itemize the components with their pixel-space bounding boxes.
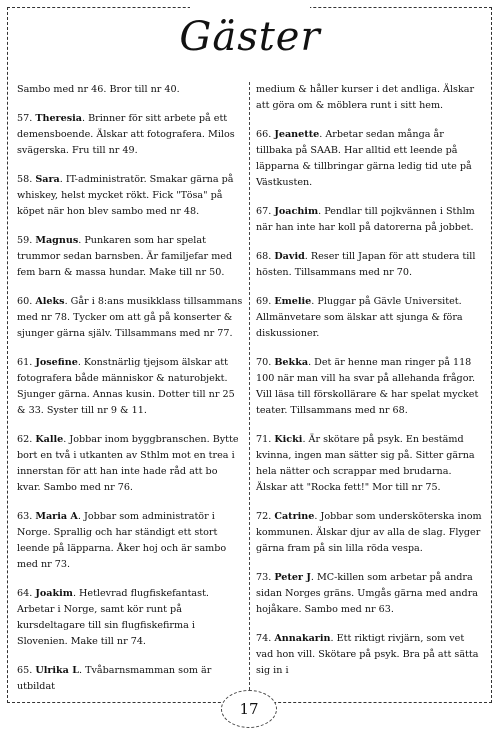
guest-description: . Punkaren som har spelat trummor sedan barnsben. Är familjefar med fem barn & massa hundar. Make till nr 50. [17, 235, 233, 278]
guest-number: 66. [256, 129, 272, 140]
guest-description: . MC-killen som arbetar på andra sidan Norges gräns. Umgås gärna med andra hojåkare. Sambo med nr 63. [256, 572, 479, 615]
guest-name: Peter J [274, 572, 311, 583]
guest-number: 69. [256, 296, 272, 307]
guest-entry [17, 509, 244, 573]
guest-name: David [274, 251, 305, 262]
guest-entry [17, 663, 244, 695]
guest-entry [17, 294, 244, 342]
guest-entry [17, 432, 244, 496]
guest-name: Joachim [274, 206, 319, 217]
guest-name: Ulrika L [35, 665, 79, 676]
guest-entry [256, 631, 483, 679]
guest-name: Bekka [274, 357, 309, 368]
guest-name: Josefine [35, 357, 78, 368]
guest-description: . Reser till Japan för att studera till hösten. Tillsammans med nr 70. [256, 251, 476, 278]
guest-number: 64. [17, 588, 33, 599]
guest-entry [17, 82, 244, 98]
guest-entry [17, 355, 244, 419]
left-column [17, 82, 244, 708]
guest-number: 63. [17, 511, 33, 522]
guest-description: . Det är henne man ringer på 118 100 när man vill ha svar på allehanda frågor. Vill läsa till förskollärare & har spelat mycket teater. Tillsammans med nr 68. [256, 357, 479, 416]
guest-name: Kalle [35, 434, 64, 445]
guest-number: 73. [256, 572, 272, 583]
guest-number: 68. [256, 251, 272, 262]
column-divider [249, 82, 250, 690]
guest-name: Theresia [35, 113, 82, 124]
guest-description: . IT-administratör. Smakar gärna på whiskey, helst mycket rökt. Fick "Tösa" på köpet när hon blev sambo med nr 48. [17, 174, 234, 217]
guest-entry [256, 570, 483, 618]
guest-description: medium & håller kurser i det andliga. Älskar att göra om & möblera runt i sitt hem. [256, 84, 475, 111]
guest-entry [256, 432, 483, 496]
guest-number: 67. [256, 206, 272, 217]
guest-entry [17, 233, 244, 281]
guest-name: Sara [35, 174, 60, 185]
guest-name: Catrine [274, 511, 315, 522]
guest-number: 60. [17, 296, 33, 307]
guest-number: 61. [17, 357, 33, 368]
page-number: 17 [221, 690, 277, 728]
guest-description: . Ett riktigt rivjärn, som vet vad hon vill. Skötare på psyk. Bra på att sätta sig in i [256, 633, 479, 676]
guest-number: 62. [17, 434, 33, 445]
guest-entry [256, 355, 483, 419]
guest-description: . Hetlevrad flugfiskefantast. Arbetar i Norge, samt kör runt på kursdeltagare till sin flugfiskefirma i Slovenien. Make till nr 74. [17, 588, 209, 647]
guest-description: . Pluggar på Gävle Universitet. Allmänvetare som älskar att sjunga & föra diskussioner. [256, 296, 463, 339]
guest-number: 58. [17, 174, 33, 185]
guest-name: Maria A [35, 511, 78, 522]
guest-entry [256, 204, 483, 236]
guest-description: . Jobbar inom byggbranschen. Bytte bort en två i utkanten av Sthlm mot en trea i innerstan för att han inte hade råd att bo kvar. Sambo med nr 76. [17, 434, 239, 493]
guest-entry [17, 172, 244, 220]
guest-name: Joakim [35, 588, 73, 599]
guest-description: . Är skötare på psyk. En bestämd kvinna, ingen man sätter sig på. Sitter gärna hela nätter och scrappar med brudarna. Älskar att "Rocka fett!" Mor till nr 75. [256, 434, 475, 493]
guest-name: Emelie [274, 296, 312, 307]
guest-entry [256, 82, 483, 114]
guest-description: . Pendlar till pojkvännen i Sthlm när han inte har koll på datorerna på jobbet. [256, 206, 475, 233]
guest-description: . Konstnärlig tjejsom älskar att fotografera både människor & naturobjekt. Sjunger gärna. Annas kusin. Dotter till nr 25 & 33. Syster till nr 9 & 11. [17, 357, 235, 416]
guest-number: 70. [256, 357, 272, 368]
guest-entry [256, 249, 483, 281]
guest-number: 59. [17, 235, 33, 246]
guest-name: Magnus [35, 235, 79, 246]
guest-name: Kicki [274, 434, 303, 445]
page-title: Gäster [179, 14, 321, 60]
guest-description: . Jobbar som undersköterska inom kommunen. Älskar djur av alla de slag. Flyger gärna fram på sin lilla röda vespa. [256, 511, 482, 554]
guest-description: . Brinner för sitt arbete på ett demensboende. Älskar att fotografera. Milos svägerska. Fru till nr 49. [17, 113, 235, 156]
guest-description: . Jobbar som administratör i Norge. Sprallig och har ständigt ett stort leende på läpparna. Åker hoj och är sambo med nr 73. [17, 511, 227, 570]
guest-description: . Går i 8:ans musikklass tillsammans med nr 78. Tycker om att gå på konserter & sjunger gärna själv. Tillsammans med nr 77. [17, 296, 243, 339]
guest-entry [256, 294, 483, 342]
guest-name: Aleks [35, 296, 65, 307]
guest-description: Sambo med nr 46. Bror till nr 40. [17, 84, 180, 95]
guest-description: . Tvåbarnsmamman som är utbildat [17, 665, 212, 692]
guest-number: 57. [17, 113, 33, 124]
right-column [256, 82, 483, 692]
guest-name: Jeanette [274, 129, 320, 140]
guest-description: . Arbetar sedan många år tillbaka på SAAB. Har alltid ett leende på läpparna & tillbringar gärna ledig tid ute på Västkusten. [256, 129, 472, 188]
guest-name: Annakarin [274, 633, 331, 644]
guest-entry [17, 111, 244, 159]
guest-number: 65. [17, 665, 33, 676]
guest-entry [256, 509, 483, 557]
guest-number: 74. [256, 633, 272, 644]
guest-number: 72. [256, 511, 272, 522]
guest-number: 71. [256, 434, 272, 445]
guest-entry [256, 127, 483, 191]
guest-entry [17, 586, 244, 650]
